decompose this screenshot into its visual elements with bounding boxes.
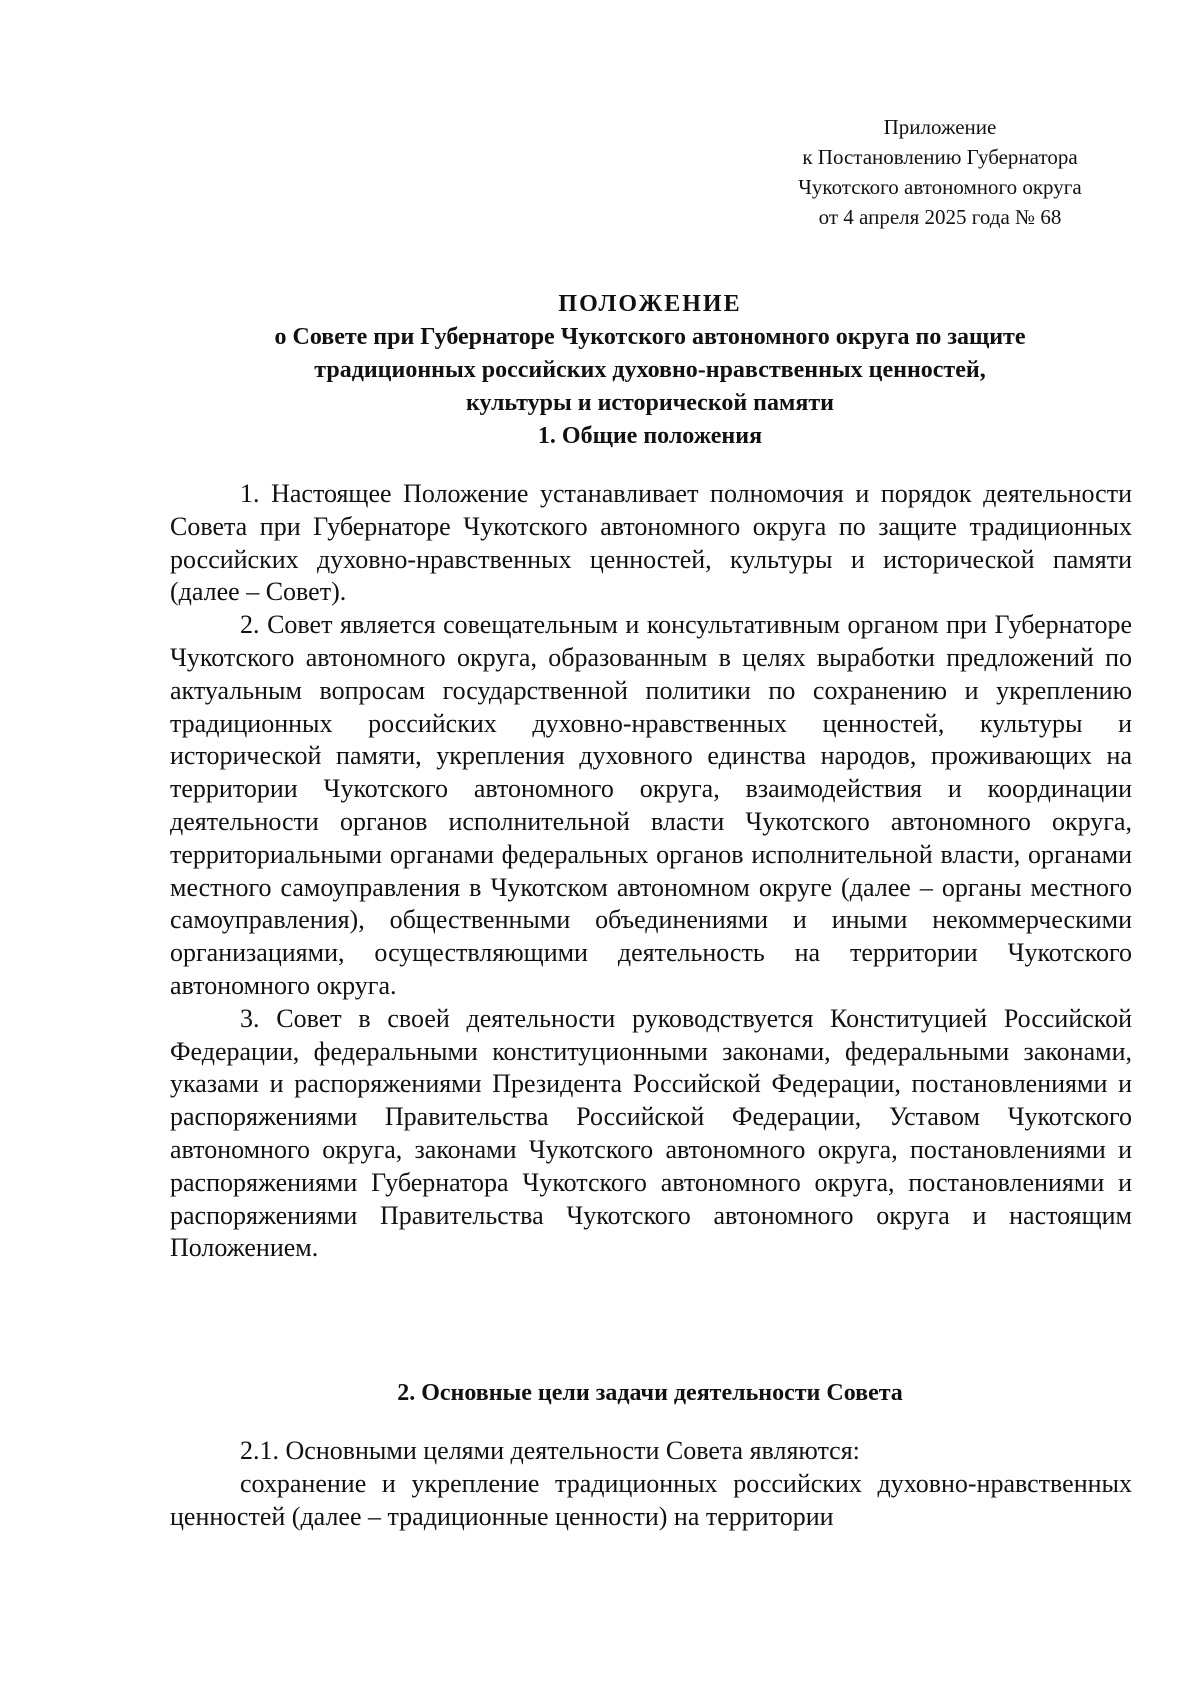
section-2-heading: 2. Основные цели задачи деятельности Совета — [397, 1380, 903, 1406]
appendix-block — [760, 112, 1120, 232]
title-line: традиционных российских духовно-нравственных ценностей, — [314, 357, 986, 383]
section-1-heading: 1. Общие положения — [537, 423, 763, 449]
title-line: о Совете при Губернаторе Чукотского автономного округа по защите — [274, 324, 1026, 350]
paragraph: 3. Совет в своей деятельности руководствуется Конституцией Российской Федерации, федеральными конституционными законами, федеральными законами, указами и распоряжениями Президента Российской Федерации, постановлениями и распоряжениями Правительства Российской Федерации, Уставом Чукотского автономного округа, законами Чукотского автономного округа, постановлениями и распоряжениями Губернатора Чукотского автономного округа, постановлениями и распоряжениями Правительства Чукотского автономного округа и настоящим Положением. — [170, 1003, 1132, 1263]
title-main: ПОЛОЖЕНИЕ — [558, 291, 742, 317]
appendix-line: Приложение — [883, 115, 997, 139]
paragraph: сохранение и укрепление традиционных российских духовно-нравственных ценностей (далее – традиционные ценности) на территории — [170, 1468, 1132, 1531]
title-line: культуры и исторической памяти — [466, 390, 834, 416]
paragraph: 2. Совет является совещательным и консультативным органом при Губернаторе Чукотского автономного округа, образованным в целях выработки предложений по актуальным вопросам государственной политики по сохранению и укреплению традиционных российских духовно-нравственных ценностей, культуры и исторической памяти, укрепления духовного единства народов, проживающих на территории Чукотского автономного округа, взаимодействия и координации деятельности органов исполнительной власти Чукотского автономного округа, территориальными органами федеральных органов исполнительной власти, органами местного самоуправления в Чукотском автономном округе (далее – органы местного самоуправления), общественными объединениями и иными некоммерческими организациями, осуществляющими деятельность на территории Чукотского автономного округа. — [170, 610, 1132, 1000]
section-1-body — [170, 478, 1132, 1265]
appendix-line: Чукотского автономного округа — [798, 175, 1082, 199]
paragraph: 1. Настоящее Положение устанавливает полномочия и порядок деятельности Совета при Губернаторе Чукотского автономного округа по защите традиционных российских духовно-нравственных ценностей, культуры и исторической памяти (далее – Совет). — [170, 479, 1132, 607]
appendix-date-line: от 4 апреля 2025 года № 68 — [818, 205, 1062, 229]
paragraph: 2.1. Основными целями деятельности Совета являются: — [240, 1436, 860, 1465]
section-2-body — [170, 1435, 1132, 1533]
appendix-line: к Постановлению Губернатора — [802, 145, 1078, 169]
document-title — [170, 288, 1130, 420]
